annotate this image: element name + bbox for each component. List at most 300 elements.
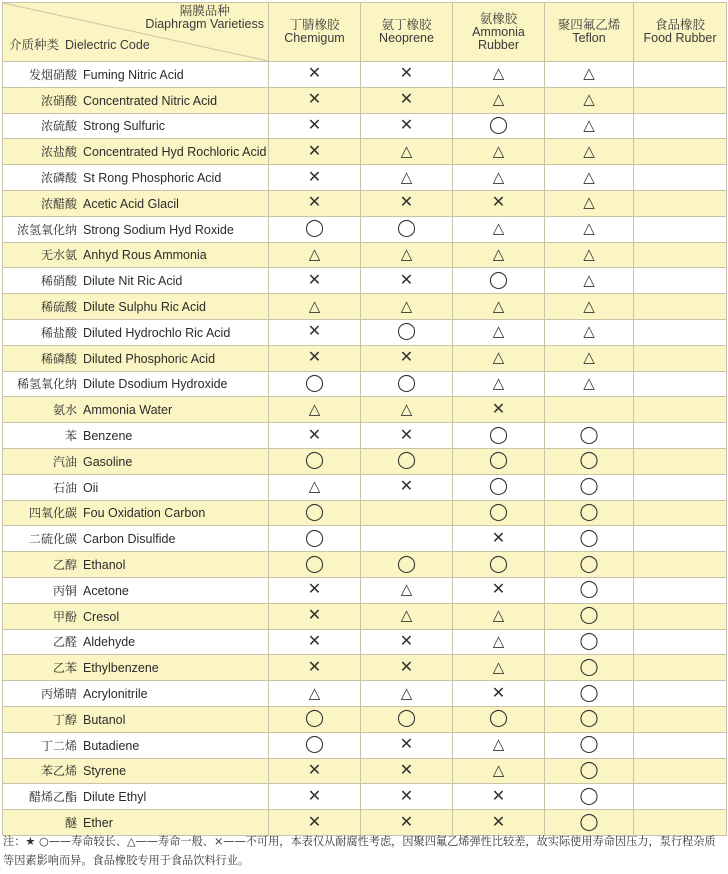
rating-cell — [453, 423, 545, 449]
rating-cell — [634, 732, 727, 758]
medium-name-en: Diluted Phosphoric Acid — [83, 351, 216, 366]
medium-name-cell — [3, 706, 269, 732]
rating-cell — [545, 165, 634, 191]
medium-name-en: Concentrated Hyd Rochloric Acid — [83, 145, 267, 160]
table-row — [3, 139, 727, 165]
rating-cell — [453, 113, 545, 139]
rating-cell — [453, 139, 545, 165]
not-usable-mark: ✕ — [307, 116, 322, 134]
rating-cell — [269, 758, 361, 784]
long-life-mark: ◯ — [579, 708, 599, 728]
medium-name-cell — [3, 655, 269, 681]
average-life-mark: △ — [583, 194, 595, 212]
not-usable-mark: ✕ — [399, 194, 414, 212]
table-row — [3, 577, 727, 603]
column-header-cn: 聚四氟乙烯 — [557, 18, 621, 32]
rating-cell — [453, 474, 545, 500]
long-life-mark: ◯ — [579, 656, 599, 676]
column-header-teflon — [545, 3, 634, 62]
rating-cell — [269, 113, 361, 139]
medium-name-cn: 稀磷酸 — [40, 351, 77, 366]
rating-cell — [269, 294, 361, 320]
average-life-mark: △ — [308, 478, 321, 496]
table-row — [3, 448, 727, 474]
rating-cell — [269, 62, 361, 88]
long-life-mark: ◯ — [396, 553, 417, 573]
rating-cell — [269, 448, 361, 474]
not-usable-mark: ✕ — [307, 323, 322, 341]
average-life-mark: △ — [492, 65, 505, 83]
medium-name-en: Ammonia Water — [83, 403, 173, 418]
not-usable-mark: ✕ — [399, 271, 414, 289]
long-life-mark: ◯ — [304, 218, 325, 238]
rating-cell — [453, 448, 545, 474]
long-life-mark: ◯ — [579, 811, 599, 831]
medium-name-en: Fou Oxidation Carbon — [83, 506, 206, 521]
rating-cell — [269, 87, 361, 113]
rating-cell — [545, 62, 634, 88]
average-life-mark: △ — [400, 581, 413, 599]
medium-name-cell — [3, 62, 269, 88]
long-life-mark: ◯ — [579, 605, 599, 625]
medium-name-cn: 石油 — [52, 480, 77, 495]
not-usable-mark: ✕ — [399, 65, 414, 83]
rating-cell — [361, 732, 453, 758]
long-life-mark: ◯ — [579, 785, 599, 805]
rating-cell — [361, 758, 453, 784]
medium-name-cn: 稀硝酸 — [40, 274, 77, 289]
long-life-mark: ◯ — [579, 424, 599, 444]
medium-name-en: Acrylonitrile — [83, 687, 148, 702]
medium-name-cn: 稀氢氧化纳 — [16, 377, 77, 392]
rating-cell — [634, 268, 727, 294]
medium-name-en: Gasoline — [83, 454, 133, 469]
long-life-mark: ◯ — [579, 527, 599, 547]
medium-name-cell — [3, 681, 269, 707]
medium-name-cn: 浓硝酸 — [40, 93, 77, 108]
table-row — [3, 242, 727, 268]
average-life-mark: △ — [492, 323, 505, 341]
rating-cell — [453, 681, 545, 707]
not-usable-mark: ✕ — [399, 349, 414, 367]
rating-cell — [269, 397, 361, 423]
not-usable-mark: ✕ — [307, 607, 322, 625]
rating-cell — [545, 216, 634, 242]
average-life-mark: △ — [308, 245, 321, 263]
average-life-mark: △ — [583, 168, 595, 186]
rating-cell — [269, 165, 361, 191]
average-life-mark: △ — [308, 297, 321, 315]
not-usable-mark: ✕ — [399, 116, 414, 134]
long-life-mark: ◯ — [396, 708, 417, 728]
not-usable-mark: ✕ — [307, 142, 322, 160]
medium-name-en: Oii — [83, 480, 99, 495]
table-row — [3, 371, 727, 397]
medium-name-en: Ether — [83, 816, 113, 830]
medium-name-cell — [3, 552, 269, 578]
rating-cell — [634, 165, 727, 191]
rating-cell — [453, 552, 545, 578]
column-header-en2: Rubber — [478, 37, 519, 52]
medium-name-cell — [3, 474, 269, 500]
rating-cell — [634, 655, 727, 681]
rating-cell — [269, 345, 361, 371]
average-life-mark: △ — [492, 142, 505, 160]
rating-cell — [634, 706, 727, 732]
rating-cell — [269, 732, 361, 758]
table-row — [3, 190, 727, 216]
rating-cell — [545, 603, 634, 629]
rating-cell — [634, 294, 727, 320]
rating-cell — [634, 758, 727, 784]
medium-name-cn: 醚 — [64, 816, 77, 830]
rating-cell — [361, 242, 453, 268]
long-life-mark: ◯ — [304, 553, 325, 573]
rating-cell — [545, 268, 634, 294]
average-life-mark: △ — [583, 297, 595, 315]
long-life-mark: ◯ — [488, 450, 509, 470]
column-header-en: Food Rubber — [643, 31, 717, 45]
rating-cell — [634, 190, 727, 216]
rating-cell — [634, 319, 727, 345]
column-header-cn: 食品橡胶 — [654, 18, 705, 32]
table-row — [3, 784, 727, 810]
average-life-mark: △ — [492, 168, 505, 186]
medium-name-cell — [3, 345, 269, 371]
rating-cell — [545, 448, 634, 474]
not-usable-mark: ✕ — [307, 194, 322, 212]
rating-cell — [269, 474, 361, 500]
medium-name-en: Anhyd Rous Ammonia — [83, 248, 207, 263]
rating-cell — [453, 577, 545, 603]
rating-cell — [361, 706, 453, 732]
medium-name-cn: 浓盐酸 — [40, 145, 77, 160]
column-header-ammonia-rubber — [453, 3, 545, 62]
medium-name-cn: 苯 — [64, 429, 77, 444]
table-row — [3, 165, 727, 191]
table-row — [3, 629, 727, 655]
medium-name-cell — [3, 139, 269, 165]
long-life-mark: ◯ — [304, 501, 325, 521]
medium-name-cn: 氨水 — [52, 403, 77, 418]
medium-name-cn: 乙苯 — [52, 661, 77, 676]
rating-cell — [361, 319, 453, 345]
not-usable-mark: ✕ — [307, 349, 322, 367]
average-life-mark: △ — [400, 400, 413, 418]
rating-cell — [453, 87, 545, 113]
medium-name-en: Dilute Nit Ric Acid — [83, 274, 183, 289]
medium-name-cell — [3, 190, 269, 216]
table-row — [3, 474, 727, 500]
average-life-mark: △ — [583, 220, 595, 238]
medium-name-cell — [3, 423, 269, 449]
not-usable-mark: ✕ — [399, 813, 414, 831]
medium-name-cell — [3, 397, 269, 423]
rating-cell — [269, 681, 361, 707]
corner-top-label — [145, 5, 264, 31]
column-header-food-rubber — [634, 3, 727, 62]
long-life-mark: ◯ — [304, 734, 325, 754]
rating-cell — [361, 216, 453, 242]
rating-cell — [453, 397, 545, 423]
rating-cell — [453, 655, 545, 681]
medium-name-cell — [3, 577, 269, 603]
not-usable-mark: ✕ — [307, 813, 322, 831]
long-life-mark: ◯ — [488, 424, 509, 444]
medium-name-en: Butanol — [83, 712, 126, 727]
medium-name-cn: 汽油 — [52, 454, 77, 469]
medium-name-en: Cresol — [83, 609, 120, 624]
not-usable-mark: ✕ — [399, 91, 414, 109]
not-usable-mark: ✕ — [399, 736, 414, 754]
medium-name-cn: 乙醇 — [52, 558, 77, 573]
long-life-mark: ◯ — [579, 476, 599, 496]
not-usable-mark: ✕ — [307, 632, 322, 650]
rating-cell — [453, 268, 545, 294]
rating-cell — [545, 113, 634, 139]
rating-cell — [269, 706, 361, 732]
medium-name-cn: 稀硫酸 — [40, 300, 77, 315]
rating-cell — [453, 706, 545, 732]
rating-cell — [361, 294, 453, 320]
medium-name-cn: 丁醇 — [52, 712, 77, 727]
medium-name-cell — [3, 732, 269, 758]
table-body — [3, 62, 727, 836]
average-life-mark: △ — [308, 400, 321, 418]
average-life-mark: △ — [400, 297, 413, 315]
rating-cell — [545, 87, 634, 113]
not-usable-mark: ✕ — [307, 581, 322, 599]
rating-cell — [361, 423, 453, 449]
not-usable-mark: ✕ — [491, 813, 506, 831]
medium-name-cell — [3, 603, 269, 629]
medium-name-en: Aldehyde — [83, 635, 136, 650]
medium-name-cell — [3, 242, 269, 268]
not-usable-mark: ✕ — [307, 168, 322, 186]
rating-cell — [453, 784, 545, 810]
rating-cell — [634, 397, 727, 423]
rating-cell — [361, 113, 453, 139]
long-life-mark: ◯ — [488, 708, 509, 728]
long-life-mark: ◯ — [579, 734, 599, 754]
rating-cell — [634, 552, 727, 578]
rating-cell — [545, 190, 634, 216]
not-usable-mark: ✕ — [307, 658, 322, 676]
rating-cell — [453, 758, 545, 784]
rating-cell — [269, 526, 361, 552]
medium-name-cn: 无水氨 — [40, 248, 77, 263]
not-usable-mark: ✕ — [307, 761, 322, 779]
rating-cell — [361, 165, 453, 191]
average-life-mark: △ — [583, 116, 595, 134]
average-life-mark: △ — [492, 245, 505, 263]
rating-cell — [545, 655, 634, 681]
rating-cell — [361, 397, 453, 423]
footnote: 注：★ ○——寿命较长、△——寿命一般、×——不可用，本表仅从耐腐性考虑，因聚四氟乙烯弹性比较差，故实际使用寿命因压力，泵行程杂质等因素影响而异。食品橡胶专用于食品饮料行业。 — [3, 835, 716, 867]
medium-name-cn: 发烟硝酸 — [28, 67, 77, 82]
medium-name-cell — [3, 526, 269, 552]
medium-name-cn: 乙醛 — [52, 635, 77, 650]
rating-cell — [361, 603, 453, 629]
rating-cell — [634, 577, 727, 603]
rating-cell — [453, 165, 545, 191]
not-usable-mark: ✕ — [491, 400, 506, 418]
medium-name-en: Dilute Dsodium Hydroxide — [83, 377, 228, 392]
medium-name-cell — [3, 758, 269, 784]
average-life-mark: △ — [492, 736, 505, 754]
rating-cell — [361, 474, 453, 500]
rating-cell — [361, 784, 453, 810]
dielectric-code-cn: 介质种类 — [9, 38, 60, 52]
medium-name-cell — [3, 87, 269, 113]
medium-name-cn: 浓磷酸 — [40, 171, 77, 186]
medium-name-en: Ethylbenzene — [83, 661, 159, 676]
rating-cell — [634, 629, 727, 655]
average-life-mark: △ — [492, 297, 505, 315]
average-life-mark: △ — [583, 91, 595, 109]
rating-cell — [545, 732, 634, 758]
not-usable-mark: ✕ — [491, 581, 506, 599]
rating-cell — [269, 139, 361, 165]
long-life-mark: ◯ — [488, 553, 509, 573]
medium-name-en: Concentrated Nitric Acid — [83, 93, 218, 108]
average-life-mark: △ — [492, 91, 505, 109]
long-life-mark: ◯ — [304, 708, 325, 728]
rating-cell — [545, 758, 634, 784]
table-row — [3, 552, 727, 578]
average-life-mark: △ — [583, 271, 595, 289]
medium-name-en: Styrene — [83, 764, 127, 779]
rating-cell — [269, 371, 361, 397]
average-life-mark: △ — [583, 349, 595, 367]
rating-cell — [361, 552, 453, 578]
dielectric-code-en: Dielectric Code — [65, 38, 150, 52]
medium-name-cn: 浓醋酸 — [40, 196, 77, 211]
medium-name-en: Strong Sodium Hyd Roxide — [83, 222, 234, 237]
average-life-mark: △ — [583, 65, 595, 83]
average-life-mark: △ — [308, 684, 321, 702]
rating-cell — [634, 62, 727, 88]
average-life-mark: △ — [492, 632, 505, 650]
rating-cell — [269, 500, 361, 526]
medium-name-cn: 二硫化碳 — [28, 532, 77, 547]
diaphragm-variety-en: Diaphragm Varietiess — [145, 17, 264, 31]
rating-cell — [545, 526, 634, 552]
not-usable-mark: ✕ — [491, 684, 506, 702]
medium-name-cell — [3, 216, 269, 242]
medium-name-cell — [3, 268, 269, 294]
rating-cell — [545, 552, 634, 578]
rating-cell — [545, 474, 634, 500]
medium-name-cell — [3, 448, 269, 474]
medium-name-cn: 苯乙烯 — [40, 764, 77, 779]
average-life-mark: △ — [492, 658, 505, 676]
rating-cell — [634, 216, 727, 242]
column-header-en: Ammonia — [472, 24, 525, 39]
table-row — [3, 345, 727, 371]
rating-cell — [269, 784, 361, 810]
table-row — [3, 526, 727, 552]
long-life-mark: ◯ — [488, 501, 509, 521]
average-life-mark: △ — [492, 761, 505, 779]
medium-name-cell — [3, 629, 269, 655]
medium-name-en: Acetone — [83, 583, 129, 598]
medium-name-cn: 四氧化碳 — [28, 506, 77, 521]
diaphragm-variety-cn: 隔膜品种 — [179, 4, 230, 18]
rating-cell — [453, 371, 545, 397]
rating-cell — [361, 655, 453, 681]
rating-cell — [634, 139, 727, 165]
rating-cell — [634, 681, 727, 707]
average-life-mark: △ — [492, 349, 505, 367]
table-row — [3, 216, 727, 242]
rating-cell — [634, 526, 727, 552]
rating-cell — [453, 603, 545, 629]
medium-name-en: Fuming Nitric Acid — [83, 67, 184, 82]
long-life-mark: ◯ — [579, 759, 599, 779]
medium-name-cell — [3, 113, 269, 139]
medium-name-cn: 醋烯乙酯 — [28, 790, 77, 805]
rating-cell — [269, 629, 361, 655]
rating-cell — [453, 190, 545, 216]
rating-cell — [453, 345, 545, 371]
medium-name-cn: 稀盐酸 — [40, 325, 77, 340]
column-header-en: Chemigum — [284, 31, 345, 45]
long-life-mark: ◯ — [396, 372, 417, 392]
rating-cell — [453, 294, 545, 320]
rating-cell — [634, 423, 727, 449]
table-row — [3, 87, 727, 113]
rating-cell — [453, 242, 545, 268]
rating-cell — [545, 423, 634, 449]
rating-cell — [634, 87, 727, 113]
not-usable-mark: ✕ — [307, 65, 322, 83]
long-life-mark: ◯ — [304, 527, 325, 547]
rating-cell — [545, 294, 634, 320]
rating-cell — [269, 242, 361, 268]
rating-cell — [269, 577, 361, 603]
long-life-mark: ◯ — [579, 450, 599, 470]
medium-name-cn: 甲酚 — [52, 609, 77, 624]
long-life-mark: ◯ — [304, 450, 325, 470]
table-row — [3, 758, 727, 784]
table-row — [3, 62, 727, 88]
average-life-mark: △ — [583, 323, 595, 341]
medium-name-en: Strong Sulfuric — [83, 119, 165, 134]
medium-name-cn: 丙烯晴 — [40, 687, 77, 702]
average-life-mark: △ — [400, 168, 413, 186]
average-life-mark: △ — [583, 142, 595, 160]
medium-name-cn: 浓硫酸 — [40, 119, 77, 134]
long-life-mark: ◯ — [579, 501, 599, 521]
not-usable-mark: ✕ — [399, 787, 414, 805]
rating-cell — [545, 345, 634, 371]
medium-name-en: Carbon Disulfide — [83, 532, 176, 547]
not-usable-mark: ✕ — [399, 761, 414, 779]
header-row — [3, 3, 727, 62]
rating-cell — [361, 629, 453, 655]
rating-cell — [269, 552, 361, 578]
rating-cell — [361, 268, 453, 294]
rating-cell — [545, 577, 634, 603]
medium-name-cell — [3, 371, 269, 397]
rating-cell — [634, 345, 727, 371]
not-usable-mark: ✕ — [307, 91, 322, 109]
rating-cell — [361, 62, 453, 88]
rating-cell — [361, 526, 453, 552]
rating-cell — [269, 319, 361, 345]
medium-name-en: Ethanol — [83, 558, 126, 573]
